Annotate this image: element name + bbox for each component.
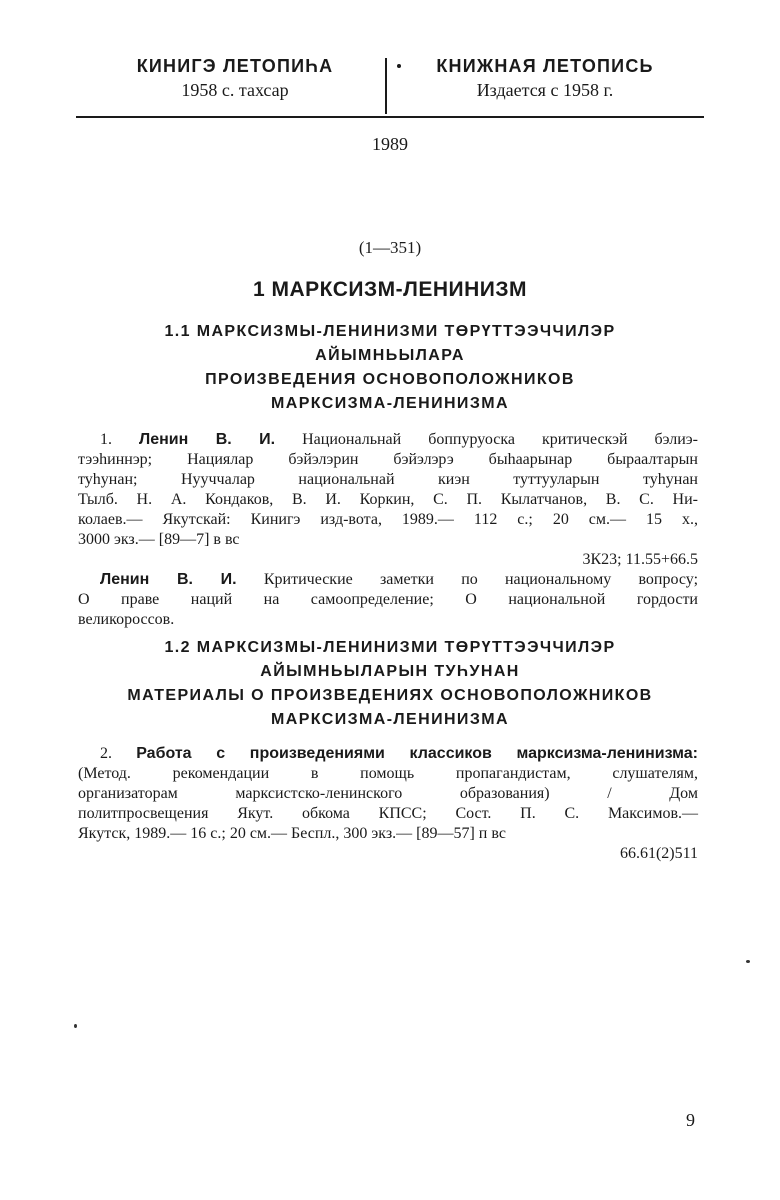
entry-line: Ленин В. И. Критические заметки по национальному вопросу; (100, 571, 699, 588)
header-left-title: КИНИГЭ ЛЕТОПИҺА (136, 56, 334, 76)
header-divider (385, 58, 387, 114)
entry-line: организаторам марксистско-ленинского образования) / Дом (78, 785, 698, 802)
entry-author: Ленин В. И. (139, 431, 276, 448)
entry-line: тээһиннэр; Нациялар бэйэлэрин бэйэлэрэ быһаарынар быраалтарын (78, 451, 698, 468)
section-1-1-heading (80, 320, 700, 416)
entry-line: колаев.— Якутскай: Кинигэ изд-вота, 1989.— 112 с.; 20 см.— 15 х., (78, 511, 698, 528)
entry-number: 1. (100, 431, 112, 448)
entry-title: Работа с произведениями классиков марксизма-ленинизма: (136, 745, 698, 762)
header-right-title: КНИЖНАЯ ЛЕТОПИСЬ (436, 56, 654, 76)
header-right (400, 54, 690, 102)
heading-line: АЙЫМНЬЫЛАРЫН ТУҺУНАН (260, 663, 520, 680)
heading-line: 1.2 МАРКСИЗМЫ-ЛЕНИНИЗМИ ТӨРҮТТЭЭЧЧИЛЭР (164, 639, 616, 656)
page-number: 9 (686, 1110, 695, 1130)
heading-line: МАТЕРИАЛЫ О ПРОИЗВЕДЕНИЯХ ОСНОВОПОЛОЖНИКОВ (127, 687, 653, 704)
header-left-subtitle: 1958 с. тахсар (181, 80, 289, 100)
entry-line: туһунан; Нууччалар национальнай киэн туттууларын туһунан (78, 471, 698, 488)
entry-line: политпросвещения Якут. обкома КПСС; Сост. П. С. Максимов.— (78, 805, 698, 822)
print-speck (74, 1024, 77, 1028)
entry-author: Ленин В. И. (100, 571, 237, 588)
heading-line: МАРКСИЗМА-ЛЕНИНИЗМА (271, 395, 509, 412)
classification-code: 66.61(2)511 (619, 845, 698, 862)
header-left (100, 54, 370, 102)
heading-line: АЙЫМНЬЫЛАРА (315, 347, 465, 364)
entry-line: (Метод. рекомендации в помощь пропагандистам, слушателям, (78, 765, 698, 782)
header-right-subtitle: Издается с 1958 г. (476, 80, 614, 100)
entry-2 (78, 744, 698, 864)
entry-range: (1—351) (358, 238, 422, 257)
entry-1 (78, 430, 698, 630)
entry-line: О праве наций на самоопределение; О национальной гордости (78, 591, 698, 608)
section-1-heading: 1 МАРКСИЗМ-ЛЕНИНИЗМ (252, 278, 528, 301)
publication-year: 1989 (372, 134, 408, 154)
entry-number: 2. (100, 745, 112, 762)
entry-line: 3000 экз.— [89—7] в вс (78, 531, 240, 548)
entry-line: великороссов. (78, 611, 175, 628)
entry-line: Тылб. Н. А. Кондаков, В. И. Коркин, С. П. Кылатчанов, В. С. Ни- (78, 491, 698, 508)
entry-line: Якутск, 1989.— 16 с.; 20 см.— Беспл., 300 экз.— [89—57] п вс (78, 825, 506, 842)
header-rule (76, 116, 704, 118)
heading-line: 1.1 МАРКСИЗМЫ-ЛЕНИНИЗМИ ТӨРҮТТЭЭЧЧИЛЭР (164, 323, 616, 340)
section-1-2-heading (80, 636, 700, 732)
heading-line: МАРКСИЗМА-ЛЕНИНИЗМА (271, 711, 509, 728)
entry-line: 1. Ленин В. И. Национальнай боппуруоска критическэй бэлиэ- (100, 431, 698, 448)
entry-line (78, 744, 698, 764)
heading-line: ПРОИЗВЕДЕНИЯ ОСНОВОПОЛОЖНИКОВ (205, 371, 575, 388)
print-speck (746, 960, 750, 963)
classification-code: 3К23; 11.55+66.5 (582, 551, 698, 568)
